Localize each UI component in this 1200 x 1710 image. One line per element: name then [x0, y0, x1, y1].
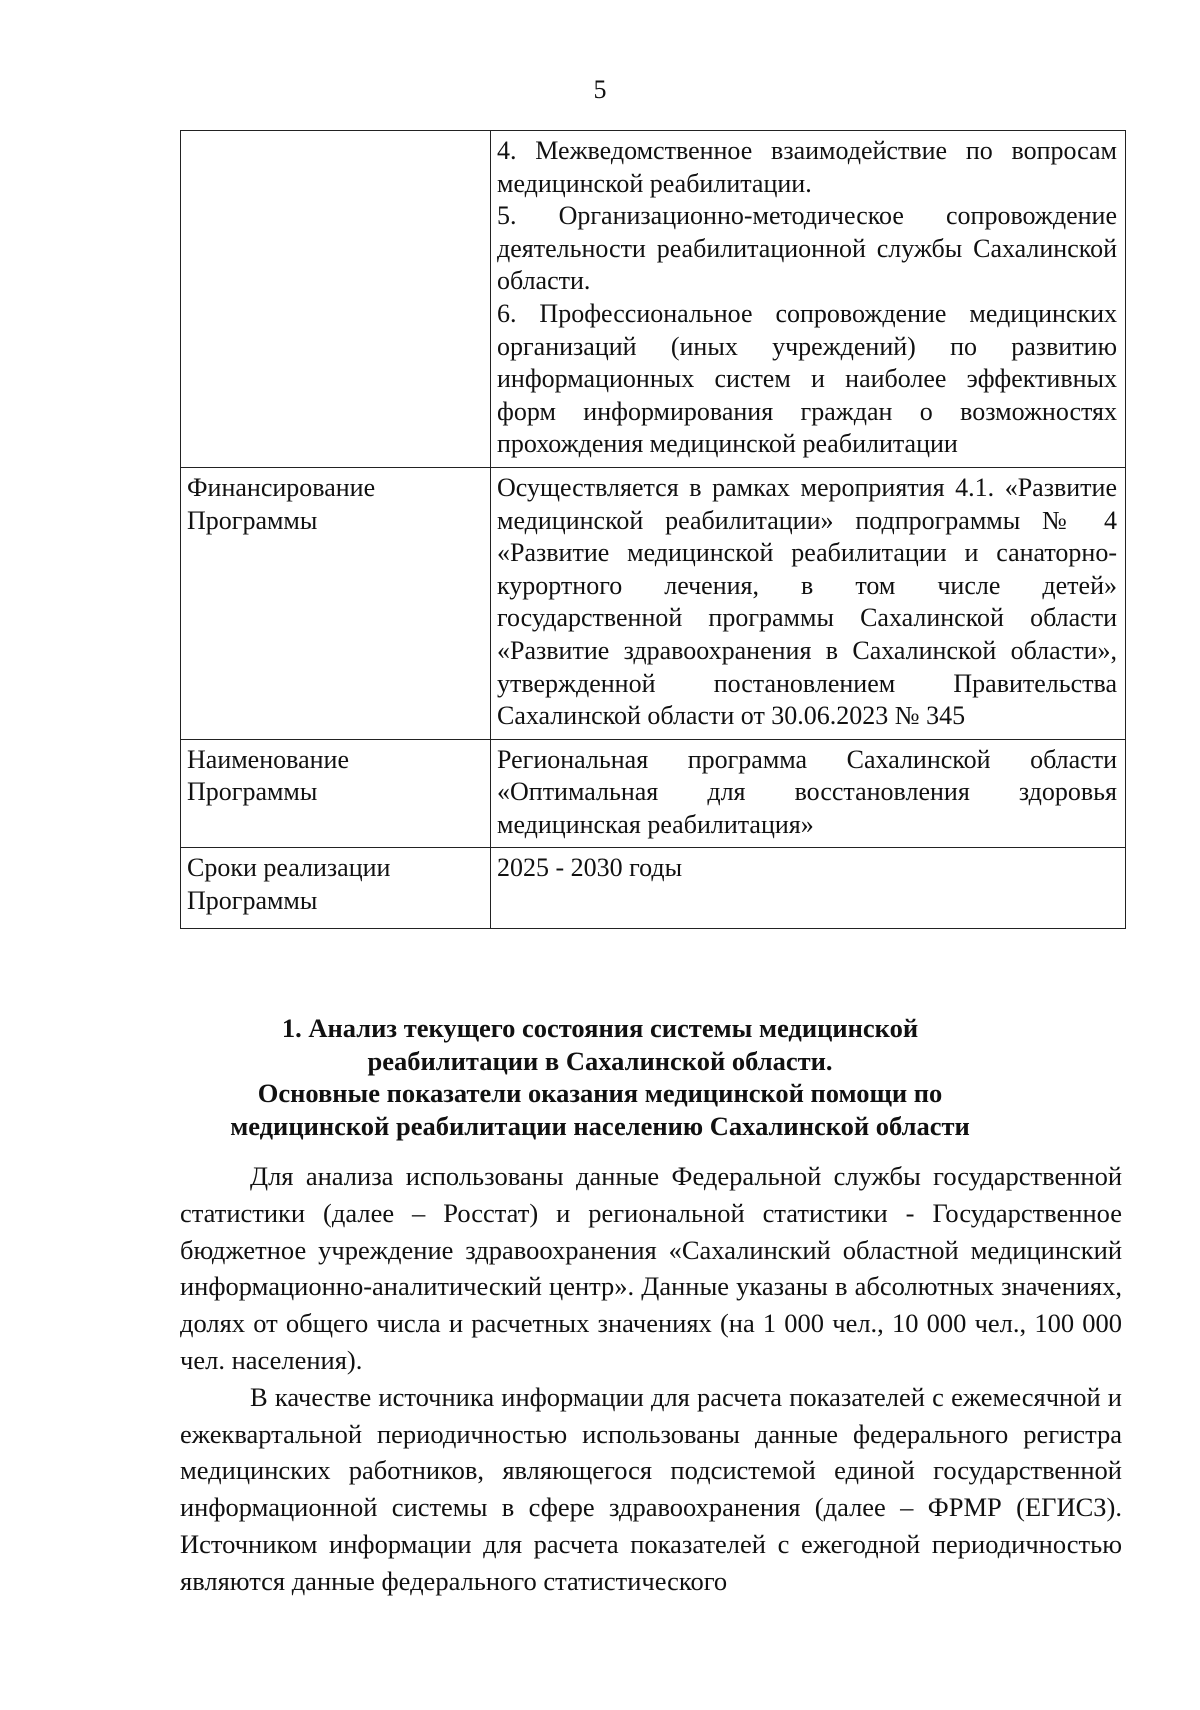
table-row: [181, 739, 1126, 848]
section-heading-line: Основные показатели оказания медицинской помощи по: [257, 1078, 943, 1109]
body-paragraph: В качестве источника информации для расчета показателей с ежемесячной и ежеквартальной периодичностью использованы данные федерального регистра медицинских работников, являющегося подсистемой единой государственной информационной системы в сфере здравоохранения (далее – ФРМР (ЕГИСЗ). Источником информации для расчета показателей с ежегодной периодичностью являются данные федерального статистического: [180, 1381, 1122, 1596]
section-body: [180, 1158, 1122, 1600]
section-heading: [160, 1012, 1040, 1142]
section-heading-line: реабилитации в Сахалинской области.: [367, 1045, 833, 1076]
table-label-cell: Финансирование Программы: [181, 467, 491, 739]
program-period-text: 2025 - 2030 годы: [497, 853, 683, 883]
task-item-4: 4. Межведомственное взаимодействие по вопросам медицинской реабилитации.: [497, 136, 1117, 198]
table-row: [181, 848, 1126, 929]
section-heading-line: 1. Анализ текущего состояния системы медицинской: [281, 1013, 919, 1043]
table-value-cell: [491, 467, 1126, 739]
page-number: 5: [593, 75, 607, 104]
table-row: [181, 131, 1126, 468]
table-label-cell: [181, 131, 491, 468]
financing-text: Осуществляется в рамках мероприятия 4.1. «Развитие медицинской реабилитации» подпрограммы № 4 «Развитие медицинской реабилитации и санаторно-курортного лечения, в том числе детей» государственной программы Сахалинской области «Развитие здравоохранения в Сахалинской области», утвержденной постановлением Правительства Сахалинской области от 30.06.2023 № 345: [497, 472, 1117, 731]
table-label-cell: Наименование Программы: [181, 739, 491, 848]
program-passport-table: [180, 130, 1126, 929]
task-item-6: 6. Профессиональное сопровождение медицинских организаций (иных учреждений) по развитию информационных систем и наиболее эффективных форм информирования граждан о возможностях прохождения медицинской реабилитации: [497, 298, 1117, 459]
table-row: [181, 467, 1126, 739]
table-value-cell: [491, 131, 1126, 468]
table-value-cell: [491, 848, 1126, 929]
body-paragraph: Для анализа использованы данные Федеральной службы государственной статистики (далее – Росстат) и региональной статистики - Государственное бюджетное учреждение здравоохранения «Сахалинский областной медицинский информационно-аналитический центр». Данные указаны в абсолютных значениях, долях от общего числа и расчетных значениях (на 1 000 чел., 10 000 чел., 100 000 чел. населения).: [180, 1161, 1122, 1375]
table-value-cell: [491, 739, 1126, 848]
table-label-cell: Сроки реализации Программы: [181, 848, 491, 929]
section-heading-line: медицинской реабилитации населению Сахалинской области: [230, 1110, 970, 1141]
program-name-text: Региональная программа Сахалинской области «Оптимальная для восстановления здоровья медицинская реабилитация»: [497, 744, 1117, 839]
task-item-5: 5. Организационно-методическое сопровождение деятельности реабилитационной службы Сахалинской области.: [497, 201, 1117, 296]
